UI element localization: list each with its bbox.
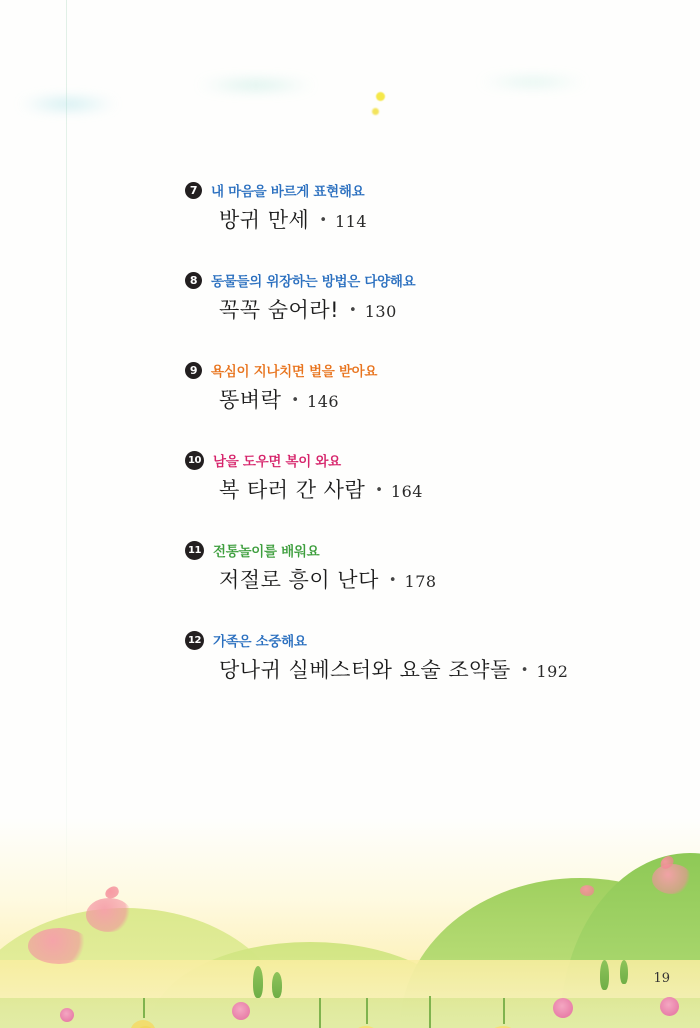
toc-entry-page-number: 164 [390,482,423,501]
toc-entry-title-row [185,474,655,504]
toc-entry-title-row [185,294,655,324]
separator-dot: • [388,573,397,588]
toc-entry-title: 당나귀 실베스터와 요술 조약돌 [219,658,511,682]
toc-entry-head [185,450,655,470]
page-folio: 19 [653,971,670,986]
chapter-number-badge: 10 [185,451,204,470]
toc-entry[interactable] [185,540,655,594]
toc-entry-page-number: 130 [364,302,397,321]
toc-entry-page-number: 178 [404,572,437,591]
separator-dot: • [319,213,327,228]
toc-entry[interactable] [185,450,655,504]
yellow-dot-large [376,92,385,101]
toc-entry-head [185,270,655,290]
toc-entry-head [185,360,655,380]
toc-entry-subtitle: 전통놀이를 배워요 [213,544,320,560]
tree-icon [272,972,282,998]
pink-flower-icon [660,997,679,1016]
pink-flower-icon [60,1008,74,1022]
watercolor-wash-left [18,96,118,112]
tree-icon [600,960,609,990]
watercolor-wash-right [478,76,588,88]
blossom-tree-icon [86,898,132,932]
chapter-number-badge: 8 [185,272,202,289]
toc-entry[interactable] [185,360,655,414]
toc-entry-page-number: 114 [335,212,368,231]
pink-flower-icon [553,998,573,1018]
toc-entry-title: 꼭꼭 숨어라! [219,298,340,322]
foreground-grass [0,998,700,1028]
toc-entry-subtitle: 동물들의 위장하는 방법은 다양해요 [211,274,416,290]
toc-entry[interactable] [185,630,655,684]
tree-icon [253,966,263,998]
blossom-tree-icon [652,864,692,894]
tree-icon [620,960,628,984]
toc-entry-subtitle: 남을 도우면 복이 와요 [213,454,341,470]
toc-entry-title: 복 타러 간 사람 [219,478,366,502]
table-of-contents [185,180,655,720]
toc-entry[interactable] [185,270,655,324]
chapter-number-badge: 9 [185,362,202,379]
toc-entry-title-row [185,204,655,234]
separator-dot: • [375,483,383,498]
toc-entry-head [185,540,655,560]
toc-entry-title: 저절로 흥이 난다 [219,568,379,592]
separator-dot: • [291,393,300,408]
toc-entry-title: 똥벼락 [219,388,282,412]
toc-entry-head [185,180,655,200]
blossom-tree-icon [28,928,90,964]
toc-entry-page-number: 192 [536,662,569,681]
chapter-number-badge: 11 [185,541,204,560]
toc-entry-subtitle: 가족은 소중해요 [213,634,307,650]
yellow-dot-small [372,108,379,115]
toc-entry[interactable] [185,180,655,234]
landscape-illustration [0,818,700,1028]
toc-entry-subtitle: 내 마음을 바르게 표현해요 [211,184,365,200]
toc-entry-title-row [185,564,655,594]
toc-entry-title: 방귀 만세 [219,208,310,232]
pink-flower-icon [232,1002,250,1020]
toc-entry-subtitle: 욕심이 지나치면 벌을 받아요 [211,364,378,380]
chapter-number-badge: 12 [185,631,204,650]
watercolor-wash-center [196,78,316,92]
toc-entry-head [185,630,655,650]
toc-entry-title-row [185,654,655,684]
separator-dot: • [349,303,357,318]
separator-dot: • [520,663,529,678]
toc-entry-page-number: 146 [307,392,340,411]
chapter-number-badge: 7 [185,182,202,199]
toc-entry-title-row [185,384,655,414]
